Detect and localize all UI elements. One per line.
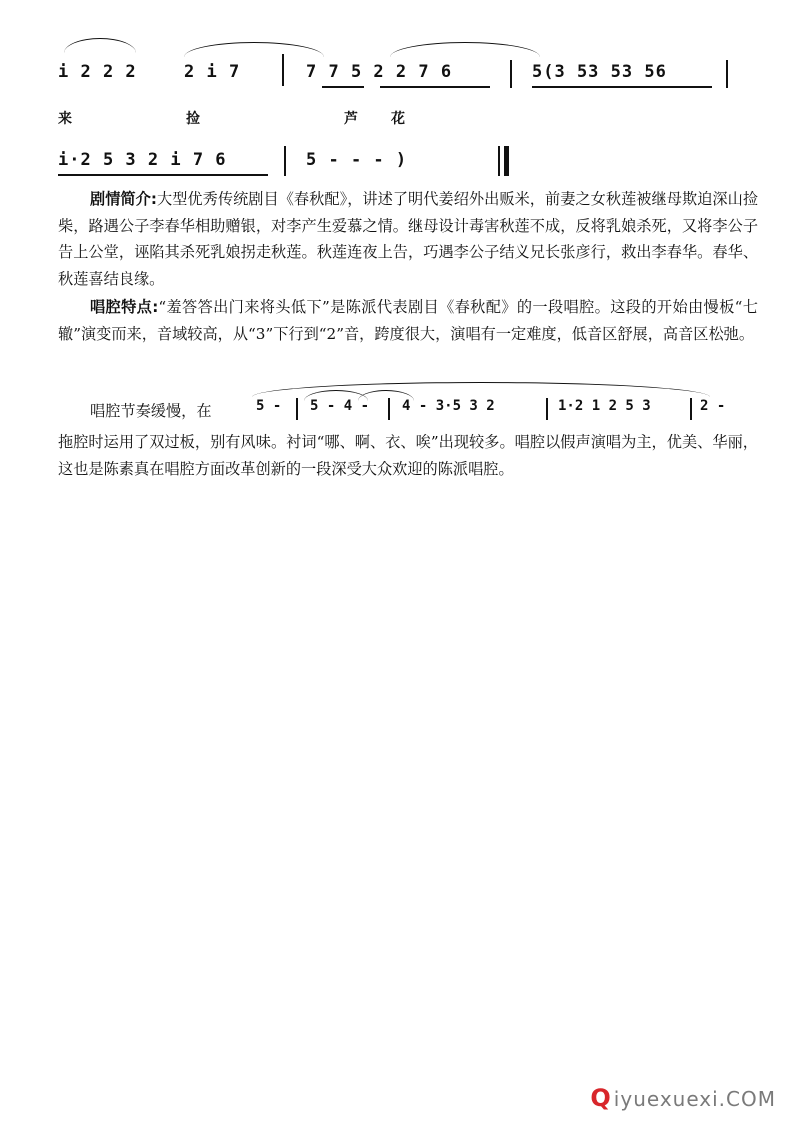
- watermark-logo-letter: Q: [590, 1084, 612, 1112]
- lyric: 捡: [186, 111, 200, 127]
- measure-6: 5 - - - ): [306, 150, 408, 170]
- notation-row-2: [58, 150, 750, 180]
- barline: [296, 398, 298, 420]
- inline-measure-3: 4 - 3·5 3 2: [402, 398, 495, 414]
- measure-5: i·2 5 3 2 i 7 6: [58, 150, 227, 170]
- barline: [388, 398, 390, 420]
- synopsis-heading: 剧情简介:: [90, 190, 157, 208]
- beam: [380, 86, 490, 88]
- final-barline: [504, 146, 509, 176]
- watermark-text: iyuexuexi.COM: [613, 1087, 776, 1111]
- barline: [282, 54, 284, 86]
- slur: [184, 42, 324, 57]
- measure-2: 2 i 7: [184, 62, 241, 82]
- synopsis-text: 大型优秀传统剧目《春秋配》，讲述了明代姜绍外出贩米，前妻之女秋莲被继母欺迫深山捡柴，路遇公子李春华相助赠银，对李产生爱慕之情。继母设计毒害秋莲不成，反将乳娘杀死，又将李公子告上公堂，诬陷其杀死乳娘拐走秋莲。秋莲连夜上告，巧遇李公子结义兄长张彦行，救出李春华。春华、秋莲喜结良缘。: [58, 190, 759, 288]
- site-watermark: [590, 1084, 776, 1112]
- barline: [498, 146, 500, 176]
- inline-measure-5: 2 -: [700, 398, 726, 414]
- inline-measure-2: 5 - 4 -: [310, 398, 370, 414]
- features-text: “羞答答出门来将头低下”是陈派代表剧目《春秋配》的一段唱腔。这段的开始由慢板“七辙”演变而来，音域较高，从“3”下行到“2”音，跨度很大，演唱有一定难度，低音区舒展，高音区松弛。: [58, 298, 758, 343]
- slur: [64, 38, 136, 53]
- rhythm-intro: 唱腔节奏缓慢，在: [90, 402, 212, 420]
- beam: [322, 86, 364, 88]
- lyric: 芦: [344, 111, 358, 127]
- lyric: 花: [391, 111, 405, 127]
- measure-4: 5(3 53 53 56: [532, 62, 667, 82]
- barline: [284, 146, 286, 176]
- inline-measure-1: 5 -: [256, 398, 282, 414]
- synopsis-paragraph: [58, 186, 758, 292]
- barline: [546, 398, 548, 420]
- rhythm-paragraph: 拖腔时运用了双过板，别有风味。衬词“哪、啊、衣、唉”出现较多。唱腔以假声演唱为主，优美、华丽，这也是陈素真在唱腔方面改革创新的一段深受大众欢迎的陈派唱腔。: [58, 433, 758, 478]
- measure-1: i 2 2 2: [58, 62, 137, 82]
- lyric: 来: [58, 111, 72, 127]
- barline: [690, 398, 692, 420]
- lyrics-row: [58, 108, 758, 128]
- inline-measure-4: 1·2 1 2 5 3: [558, 398, 651, 414]
- beam: [532, 86, 712, 88]
- slur: [390, 42, 540, 57]
- barline: [726, 60, 728, 88]
- inline-notation: [252, 398, 732, 428]
- beam: [58, 174, 268, 176]
- features-heading: 唱腔特点:: [90, 298, 159, 316]
- measure-3: 7 7 5 2 2 7 6: [306, 62, 453, 82]
- features-paragraph: [58, 294, 758, 347]
- notation-row-1: [58, 62, 750, 92]
- barline: [510, 60, 512, 88]
